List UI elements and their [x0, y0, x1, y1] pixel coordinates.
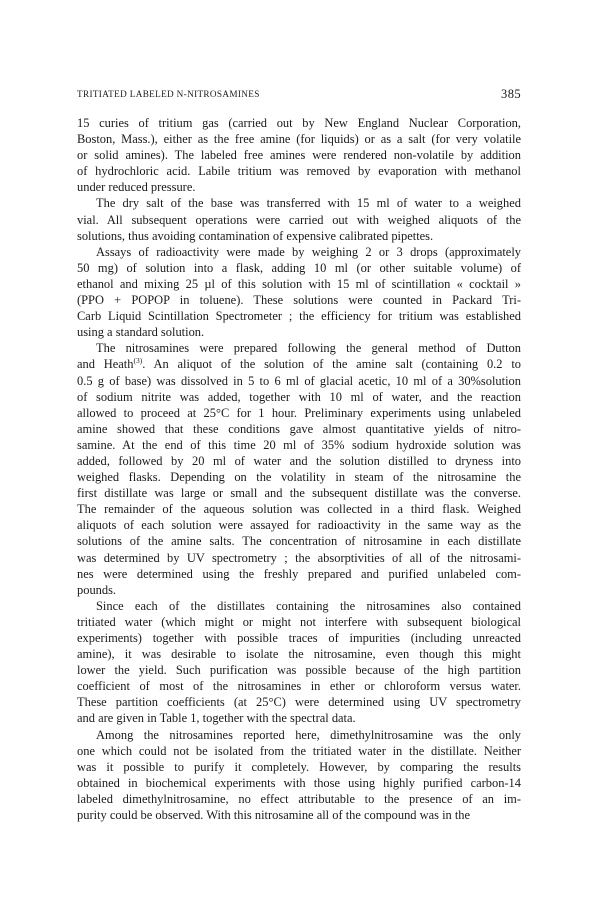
citation-reference: (3)	[133, 356, 143, 366]
line-text: amine showed that these conditions gave almost quantitative yields of nitro-	[77, 421, 521, 436]
text-line	[77, 566, 521, 582]
line-text: of sodium nitrite was added, together with 10 ml of water, and the reaction	[77, 389, 521, 404]
paragraph	[77, 244, 521, 341]
line-text: solutions, thus avoiding contamination of expensive calibrated pipettes.	[77, 228, 434, 243]
line-text: one which could not be isolated from the tritiated water in the distillate. Neither	[77, 743, 521, 758]
line-text: Carb Liquid Scintillation Spectrometer ; the efficiency for tritium was established	[77, 309, 521, 324]
line-text: labeled dimethylnitrosamine, no effect attributable to the presence of an im-	[77, 791, 521, 806]
text-line	[77, 743, 521, 759]
line-text: added, followed by 20 ml of water and the solution distilled to dryness into	[77, 453, 521, 468]
text-line	[77, 791, 521, 807]
line-text: lower the yield. Such purification was possible because of the high partition	[77, 663, 521, 678]
text-line	[77, 228, 521, 244]
text-line	[77, 115, 521, 131]
text-line	[77, 598, 521, 614]
text-line	[77, 437, 521, 453]
line-text: . An aliquot of the solution of the amine salt (containing 0.2 to	[142, 357, 521, 372]
line-text: vial. All subsequent operations were carried out with weighed aliquots of the	[77, 212, 521, 227]
text-line	[77, 340, 521, 356]
line-text: purity could be observed. With this nitrosamine all of the compound was in the	[77, 808, 471, 823]
running-title: TRITIATED LABELED N-NITROSAMINES	[77, 89, 260, 99]
line-text: ethanol and mixing 25 µl of this solution with 15 ml of scintillation « cocktail »	[77, 276, 521, 291]
line-text: 15 curies of tritium gas (carried out by New England Nuclear Corporation,	[77, 116, 521, 130]
text-line	[77, 759, 521, 775]
line-text: was it possible to purify it completely. However, by comparing the results	[77, 759, 521, 774]
line-text: pounds.	[77, 582, 117, 597]
line-text: These partition coefficients (at 25°C) were determined using UV spectrometry	[77, 695, 521, 710]
line-text: Boston, Mass.), either as the free amine (for liquids) or as a salt (for very volatile	[77, 132, 521, 147]
body-text	[77, 115, 521, 823]
line-text: solutions of the amine salts. The concentration of nitrosamine in each distillate	[77, 534, 521, 549]
paragraph	[77, 195, 521, 243]
text-line	[77, 324, 521, 340]
text-line	[77, 694, 521, 710]
line-text: and Heath	[77, 357, 134, 372]
page-number: 385	[501, 87, 521, 101]
line-text: first distillate was large or small and the subsequent distillate was the converse.	[77, 486, 521, 501]
text-line	[77, 147, 521, 163]
line-text: of hydrochloric acid. Labile tritium was removed by evaporation with methanol	[77, 164, 521, 179]
text-line	[77, 308, 521, 324]
text-line	[77, 389, 521, 405]
text-line	[77, 646, 521, 662]
text-line	[77, 662, 521, 678]
paragraph	[77, 115, 521, 195]
line-text: 0.5 g of base) was dissolved in 5 to 6 ml of glacial acetic, 10 ml of a 30%solution	[77, 373, 521, 388]
text-line	[77, 373, 521, 389]
text-line	[77, 195, 521, 211]
line-text: or solid amines). The labeled free amines were rendered non-volatile by addition	[77, 148, 521, 163]
text-line	[77, 260, 521, 276]
line-text: aliquots of each solution were assayed for radioactivity in the same way as the	[77, 518, 521, 533]
line-text: using a standard solution.	[77, 325, 205, 340]
text-line	[77, 517, 521, 533]
line-text: and are given in Table 1, together with the spectral data.	[77, 711, 356, 726]
line-text: under reduced pressure.	[77, 180, 196, 195]
line-text: amine), it was desirable to isolate the nitrosamine, even though this might	[77, 647, 521, 662]
text-line	[77, 163, 521, 179]
text-line	[77, 630, 521, 646]
line-text: Among the nitrosamines reported here, dimethylnitrosamine was the only	[96, 727, 521, 742]
text-line	[77, 212, 521, 228]
text-line	[77, 614, 521, 630]
text-line	[77, 356, 521, 372]
text-line	[77, 453, 521, 469]
text-line	[77, 469, 521, 485]
text-line	[77, 276, 521, 292]
text-line	[77, 775, 521, 791]
line-text: Assays of radioactivity were made by weighing 2 or 3 drops (approximately	[96, 244, 521, 259]
text-line	[77, 405, 521, 421]
text-line	[77, 582, 521, 598]
line-text: weighed flasks. Depending on the volatility in steam of the nitrosamine the	[77, 470, 521, 485]
line-text: nes were determined using the freshly prepared and purified unlabeled com-	[77, 566, 521, 581]
text-line	[77, 727, 521, 743]
text-line	[77, 533, 521, 549]
line-text: allowed to proceed at 25°C for 1 hour. Preliminary experiments using unlabeled	[77, 405, 521, 420]
text-line	[77, 550, 521, 566]
line-text: experiments) together with possible traces of impurities (including unreacted	[77, 631, 521, 645]
text-line	[77, 678, 521, 694]
line-text: samine. At the end of this time 20 ml of 35% sodium hydroxide solution was	[77, 437, 521, 452]
paragraph	[77, 598, 521, 727]
text-line	[77, 179, 521, 195]
line-text: 50 mg) of solution into a flask, adding 10 ml (or other suitable volume) of	[77, 260, 521, 275]
line-text: obtained in biochemical experiments with those using highly purified carbon-14	[77, 775, 521, 790]
text-line	[77, 244, 521, 260]
line-text: The dry salt of the base was transferred with 15 ml of water to a weighed	[96, 196, 521, 211]
line-text: tritiated water (which might or might not interfere with subsequent biological	[77, 614, 521, 629]
text-line	[77, 131, 521, 147]
line-text: coefficient of most of the nitrosamines in ether or chloroform versus water.	[77, 679, 521, 694]
paragraph	[77, 340, 521, 598]
line-text: The nitrosamines were prepared following the general method of Dutton	[96, 341, 521, 356]
text-line	[77, 807, 521, 823]
paragraph	[77, 727, 521, 824]
line-text: The remainder of the aqueous solution was collected in a third flask. Weighed	[77, 502, 521, 517]
text-line	[77, 292, 521, 308]
line-text: was determined by UV spectrometry ; the absorptivities of all of the nitrosami-	[77, 550, 521, 565]
text-line	[77, 710, 521, 726]
text-line	[77, 421, 521, 437]
running-header	[77, 88, 521, 102]
text-line	[77, 501, 521, 517]
line-text: Since each of the distillates containing the nitrosamines also contained	[96, 598, 521, 613]
line-text: (PPO + POPOP in toluene). These solutions were counted in Packard Tri-	[77, 293, 521, 308]
text-line	[77, 485, 521, 501]
